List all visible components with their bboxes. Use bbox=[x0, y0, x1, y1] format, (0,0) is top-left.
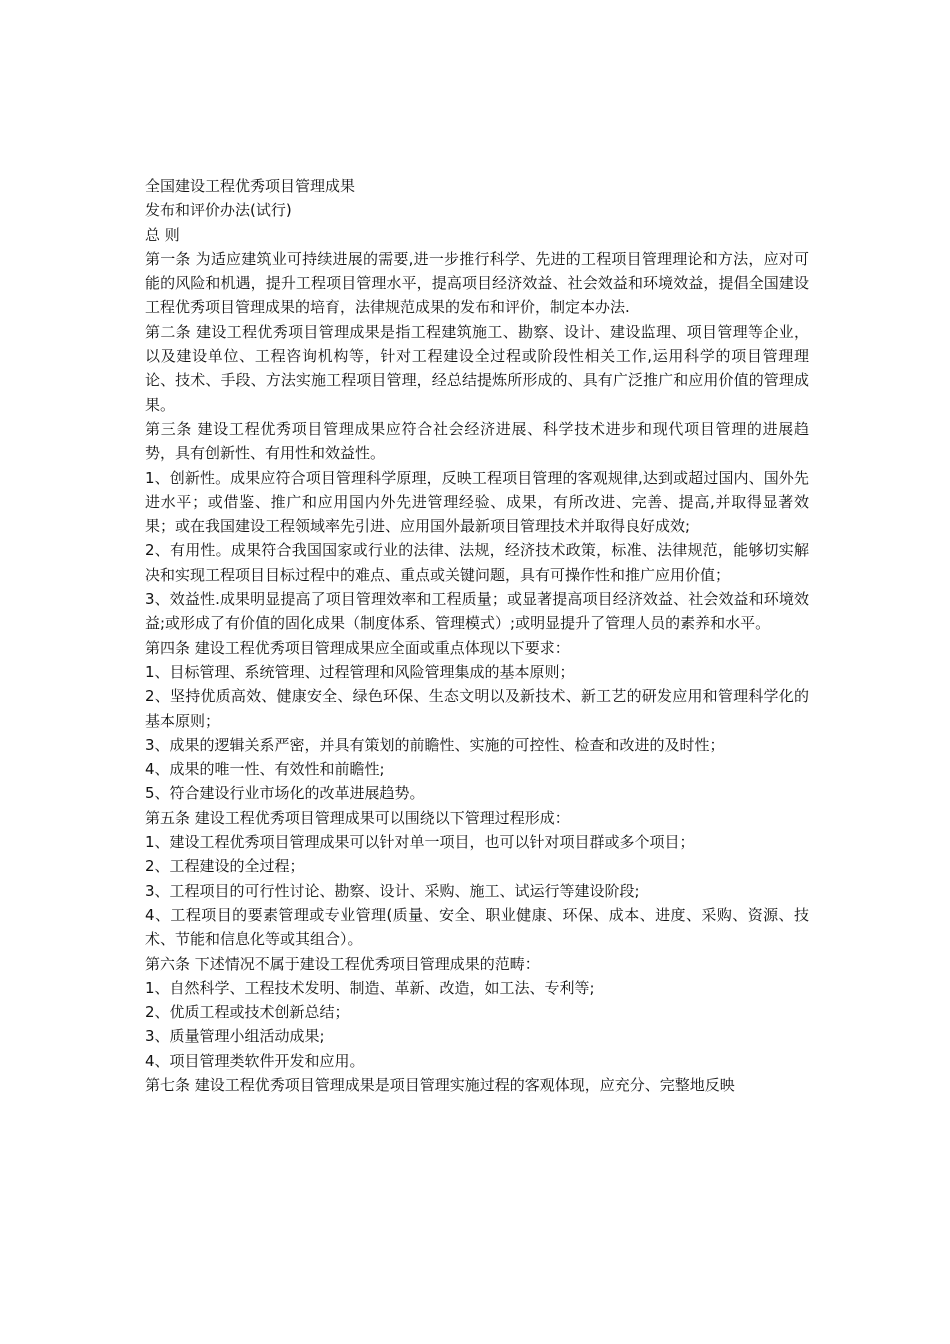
list-item: 2、工程建设的全过程； bbox=[145, 857, 305, 876]
paragraph-effectiveness: 3、效益性.成果明显提高了项目管理效率和工程质量；或显著提高项目经济效益、社会效益和环境效益;或形成了有价值的固化成果（制度体系、管理模式）;或明显提升了管理人员的素养和水平。 bbox=[145, 590, 809, 633]
list-item: 3、成果的逻辑关系严密，并具有策划的前瞻性、实施的可控性、检查和改进的及时性； bbox=[145, 735, 725, 754]
paragraph-article-2: 第二条 建设工程优秀项目管理成果是指工程建筑施工、勘察、设计、建设监理、项目管理等企业，以及建设单位、工程咨询机构等，针对工程建设全过程或阶段性相关工作,运用科学的项目管理理论、技术、手段、方法实施工程项目管理，经总结提炼所形成的、具有广泛推广和应用价值的管理成果。 bbox=[145, 322, 809, 414]
chapter-heading: 总 则 bbox=[145, 225, 180, 244]
list-item: 5、符合建设行业市场化的改革进展趋势。 bbox=[145, 784, 425, 803]
document-title-line-2: 发布和评价办法(试行) bbox=[145, 201, 292, 220]
list-item: 4、工程项目的要素管理或专业管理(质量、安全、职业健康、环保、成本、进度、采购、资源、技术、节能和信息化等或其组合）。 bbox=[145, 905, 809, 949]
list-item: 4、成果的唯一性、有效性和前瞻性; bbox=[145, 760, 385, 779]
list-item: 2、优质工程或技术创新总结； bbox=[145, 1003, 350, 1022]
list-item: 1、目标管理、系统管理、过程管理和风险管理集成的基本原则； bbox=[145, 662, 575, 681]
list-item: 3、质量管理小组活动成果; bbox=[145, 1027, 325, 1046]
paragraph-article-3: 第三条 建设工程优秀项目管理成果应符合社会经济进展、科学技术进步和现代项目管理的进展趋势，具有创新性、有用性和效益性。 bbox=[145, 419, 809, 463]
document-title-line-1: 全国建设工程优秀项目管理成果 bbox=[145, 177, 356, 195]
paragraph-article-7: 第七条 建设工程优秀项目管理成果是项目管理实施过程的客观体现，应充分、完整地反映 bbox=[145, 1075, 735, 1094]
paragraph-innovation: 1、创新性。成果应符合项目管理科学原理，反映工程项目管理的客观规律,达到或超过国内、国外先进水平；或借鉴、推广和应用国内外先进管理经验、成果，有所改进、完善、提高,并取得显著效果；或在我国建设工程领域率先引进、应用国外最新项目管理技术并取得良好成效; bbox=[145, 468, 809, 536]
list-item: 2、坚持优质高效、健康安全、绿色环保、生态文明以及新技术、新工艺的研发应用和管理科学化的基本原则； bbox=[145, 687, 809, 730]
list-item: 4、项目管理类软件开发和应用。 bbox=[145, 1051, 365, 1070]
paragraph-article-1: 第一条 为适应建筑业可持续进展的需要,进一步推行科学、先进的工程项目管理理论和方法，应对可能的风险和机遇，提升工程项目管理水平，提高项目经济效益、社会效益和环境效益，提倡全国建设工程优秀项目管理成果的培育，法律规范成果的发布和评价，制定本办法. bbox=[145, 249, 809, 317]
document-body bbox=[145, 174, 809, 1097]
paragraph-usefulness: 2、有用性。成果符合我国国家或行业的法律、法规，经济技术政策，标准、法律规范，能够切实解决和实现工程项目目标过程中的难点、重点或关键问题，具有可操作性和推广应用价值； bbox=[145, 541, 809, 584]
list-item: 1、自然科学、工程技术发明、制造、革新、改造，如工法、专利等; bbox=[145, 978, 595, 997]
paragraph-article-6: 第六条 下述情况不属于建设工程优秀项目管理成果的范畴： bbox=[145, 954, 540, 973]
list-item: 1、建设工程优秀项目管理成果可以针对单一项目，也可以针对项目群或多个项目； bbox=[145, 833, 695, 852]
list-item: 3、工程项目的可行性讨论、勘察、设计、采购、施工、试运行等建设阶段; bbox=[145, 881, 640, 900]
paragraph-article-4: 第四条 建设工程优秀项目管理成果应全面或重点体现以下要求： bbox=[145, 638, 570, 657]
paragraph-article-5: 第五条 建设工程优秀项目管理成果可以围绕以下管理过程形成： bbox=[145, 808, 570, 827]
